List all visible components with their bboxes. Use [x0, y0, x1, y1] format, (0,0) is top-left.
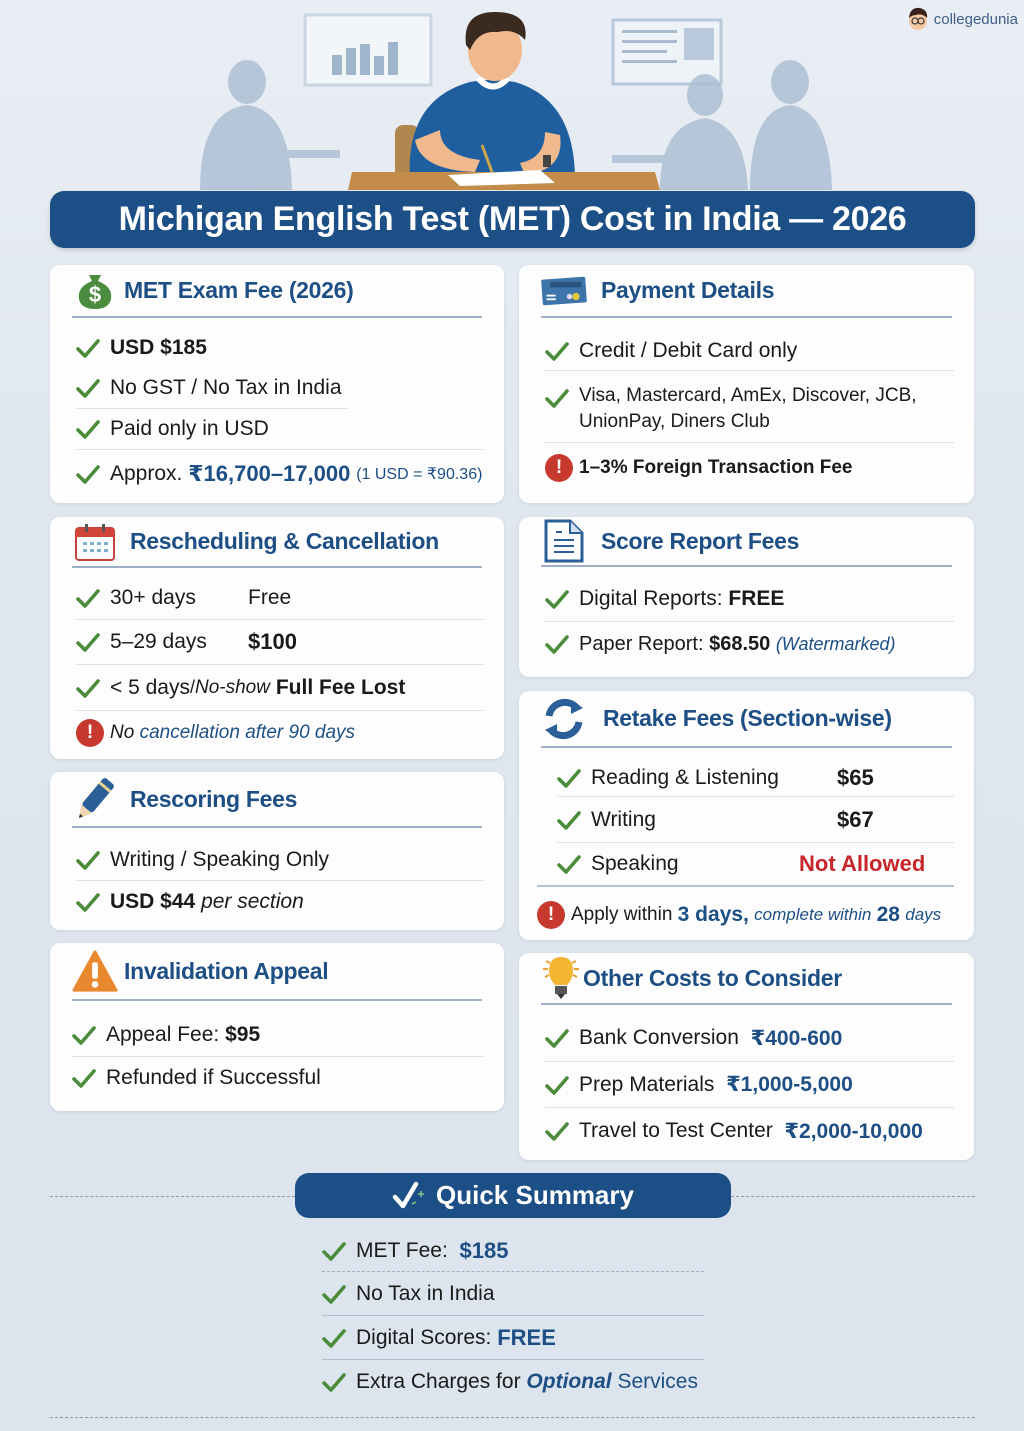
alert-item — [537, 897, 954, 933]
list-item — [76, 453, 484, 495]
hero-illustration — [0, 0, 1024, 195]
money-bag-icon — [72, 271, 118, 311]
check-icon — [545, 387, 569, 409]
alert-item — [76, 715, 484, 751]
check-icon — [545, 633, 569, 655]
card-header — [72, 265, 482, 318]
card-networks-line1: Visa, Mastercard, AmEx, Discover, JCB, — [579, 385, 917, 406]
calendar-icon — [72, 522, 118, 562]
summary-item — [322, 1316, 704, 1360]
summary-label: Digital Scores: — [356, 1325, 492, 1349]
appeal-fee: $95 — [225, 1022, 261, 1046]
lightbulb-icon — [541, 958, 581, 998]
fee-value: Free — [248, 586, 292, 609]
check-icon — [76, 377, 100, 399]
card-header — [72, 772, 482, 828]
section-fee: $65 — [837, 764, 874, 790]
refresh-icon — [541, 699, 587, 739]
card-title: Rescoring Fees — [130, 785, 298, 812]
alert-text-a: No — [110, 722, 135, 743]
check-icon — [76, 677, 100, 699]
check-icon — [545, 340, 569, 362]
check-icon — [76, 463, 100, 485]
page-title: Michigan English Test (MET) Cost in India — 2026 — [118, 200, 907, 238]
card-header — [72, 943, 482, 1001]
mascot-icon — [906, 4, 930, 34]
check-icon — [545, 588, 569, 610]
section-fee: $67 — [837, 806, 874, 832]
period-label: 5–29 days — [110, 630, 207, 653]
card-header — [541, 265, 952, 318]
approx-label: Approx. — [110, 462, 183, 485]
check-icon — [76, 849, 100, 871]
alert-text: days — [905, 905, 942, 924]
check-icon — [557, 767, 581, 789]
list-item — [76, 620, 484, 665]
list-item — [545, 371, 954, 443]
list-item — [76, 577, 484, 620]
list-item — [545, 577, 954, 622]
card-title: Invalidation Appeal — [124, 957, 329, 984]
alert-icon: ! — [76, 719, 104, 747]
summary-label: MET Fee: — [356, 1238, 448, 1262]
period-label: 30+ days — [110, 586, 196, 609]
check-icon — [72, 1024, 96, 1046]
summary-item — [322, 1230, 704, 1272]
alert-icon: ! — [545, 454, 573, 482]
fee-value: $100 — [248, 629, 297, 654]
card-title: Rescheduling & Cancellation — [130, 528, 439, 554]
card-header — [72, 517, 482, 568]
list-item — [76, 329, 484, 367]
check-icon — [557, 853, 581, 875]
alert-text-b: cancellation after 90 days — [139, 722, 356, 743]
alert-item — [545, 447, 954, 489]
paper-report-fee: $68.50 — [709, 632, 771, 655]
alert-text: complete within — [754, 905, 872, 924]
collegedunia-logo[interactable] — [906, 4, 1018, 34]
item-label: Digital Reports: — [579, 587, 723, 610]
list-item — [72, 1057, 484, 1099]
summary-label: Extra Charges for — [356, 1370, 521, 1393]
divider — [50, 1196, 295, 1197]
list-item — [557, 759, 954, 797]
credit-card-icon — [541, 271, 587, 311]
summary-item — [322, 1360, 704, 1404]
check-icon — [557, 809, 581, 831]
per-section-note: per section — [201, 890, 304, 913]
cost-value: ₹2,000-10,000 — [784, 1119, 923, 1143]
card-header — [541, 517, 952, 567]
item-text: Paid only in USD — [110, 417, 269, 440]
list-item — [76, 882, 484, 922]
section-label: Writing — [591, 807, 656, 831]
rescoring-fee: USD $44 — [110, 890, 196, 913]
check-icon — [76, 337, 100, 359]
card-exam-fee — [50, 265, 504, 503]
document-icon — [541, 521, 587, 561]
card-rescheduling — [50, 517, 504, 759]
quick-summary-banner — [295, 1173, 731, 1218]
list-item — [545, 1015, 954, 1062]
list-item — [76, 409, 484, 450]
card-networks — [579, 383, 917, 435]
list-item — [545, 1108, 954, 1154]
check-icon — [72, 1067, 96, 1089]
period-label: < 5 days — [110, 675, 190, 699]
list-item — [76, 665, 484, 711]
check-icon — [76, 631, 100, 653]
page-title-banner — [50, 191, 975, 248]
card-title: Score Report Fees — [601, 527, 800, 554]
apply-days: 3 days, — [677, 903, 749, 926]
check-icon — [545, 1120, 569, 1142]
summary-value: $185 — [459, 1237, 509, 1263]
card-header — [541, 691, 952, 748]
cost-label: Travel to Test Center — [579, 1119, 773, 1142]
checkmark-sparkle-icon — [392, 1180, 428, 1212]
card-networks-line2: UnionPay, Diners Club — [579, 411, 770, 432]
list-item — [545, 1062, 954, 1108]
divider — [731, 1196, 975, 1197]
card-title: Other Costs to Consider — [583, 964, 842, 991]
check-icon — [545, 1074, 569, 1096]
warning-icon — [72, 951, 118, 991]
exchange-rate-note: (1 USD = ₹90.36) — [356, 466, 483, 483]
card-retake-fees — [519, 691, 974, 940]
alert-icon: ! — [537, 901, 565, 929]
list-item — [537, 843, 954, 887]
section-fee: Not Allowed — [799, 851, 926, 876]
card-header — [541, 953, 952, 1005]
card-title: MET Exam Fee (2026) — [124, 277, 354, 303]
alert-text: Apply within — [571, 904, 673, 925]
foreign-fee-alert: 1–3% Foreign Transaction Fee — [579, 457, 853, 478]
no-show-label: No-show — [195, 676, 270, 698]
check-icon — [545, 1027, 569, 1049]
card-rescoring — [50, 772, 504, 930]
summary-label: Services — [617, 1370, 698, 1393]
check-icon — [322, 1327, 346, 1349]
logo-text: collegedunia — [933, 10, 1018, 28]
cost-value: ₹1,000-5,000 — [726, 1073, 853, 1096]
section-label: Speaking — [591, 852, 679, 875]
summary-item — [322, 1272, 704, 1316]
list-item — [72, 1013, 484, 1057]
complete-days: 28 — [876, 903, 900, 926]
student-exam-illustration — [0, 0, 1024, 195]
check-icon — [322, 1371, 346, 1393]
card-invalidation-appeal — [50, 943, 504, 1111]
quick-summary-title: Quick Summary — [436, 1180, 634, 1210]
check-icon — [76, 418, 100, 440]
inr-amount: ₹16,700–17,000 — [188, 461, 351, 486]
summary-label: No Tax in India — [356, 1281, 495, 1305]
list-item — [76, 367, 348, 409]
item-label: Paper Report: — [579, 632, 704, 655]
summary-emphasis: Optional — [526, 1370, 612, 1393]
check-icon — [322, 1240, 346, 1262]
check-icon — [76, 891, 100, 913]
svg-text:$: $ — [88, 281, 102, 307]
cost-label: Prep Materials — [579, 1072, 715, 1096]
section-label: Reading & Listening — [591, 765, 779, 789]
item-text: Refunded if Successful — [106, 1066, 321, 1089]
pencil-icon — [72, 779, 118, 819]
divider — [50, 1417, 975, 1418]
check-icon — [322, 1283, 346, 1305]
card-other-costs — [519, 953, 974, 1160]
separator: / — [189, 677, 195, 697]
item-label: Appeal Fee: — [106, 1022, 220, 1046]
item-text: No GST / No Tax in India — [110, 375, 342, 399]
list-item — [76, 840, 484, 881]
list-item — [557, 797, 954, 843]
digital-report-fee: FREE — [728, 587, 785, 610]
exam-fee-usd: USD $185 — [110, 336, 207, 359]
fee-value: Full Fee Lost — [275, 675, 406, 699]
check-icon — [76, 587, 100, 609]
card-payment-details — [519, 265, 974, 503]
card-score-report — [519, 517, 974, 677]
item-text: Writing / Speaking Only — [110, 848, 330, 871]
list-item — [545, 331, 954, 371]
item-text: Credit / Debit Card only — [579, 338, 798, 362]
cost-value: ₹400-600 — [750, 1026, 843, 1050]
summary-value: FREE — [497, 1324, 556, 1350]
card-title: Payment Details — [601, 277, 775, 303]
watermark-note: (Watermarked) — [775, 633, 896, 654]
card-title: Retake Fees (Section-wise) — [603, 705, 892, 731]
list-item — [545, 622, 954, 666]
cost-label: Bank Conversion — [579, 1026, 739, 1049]
